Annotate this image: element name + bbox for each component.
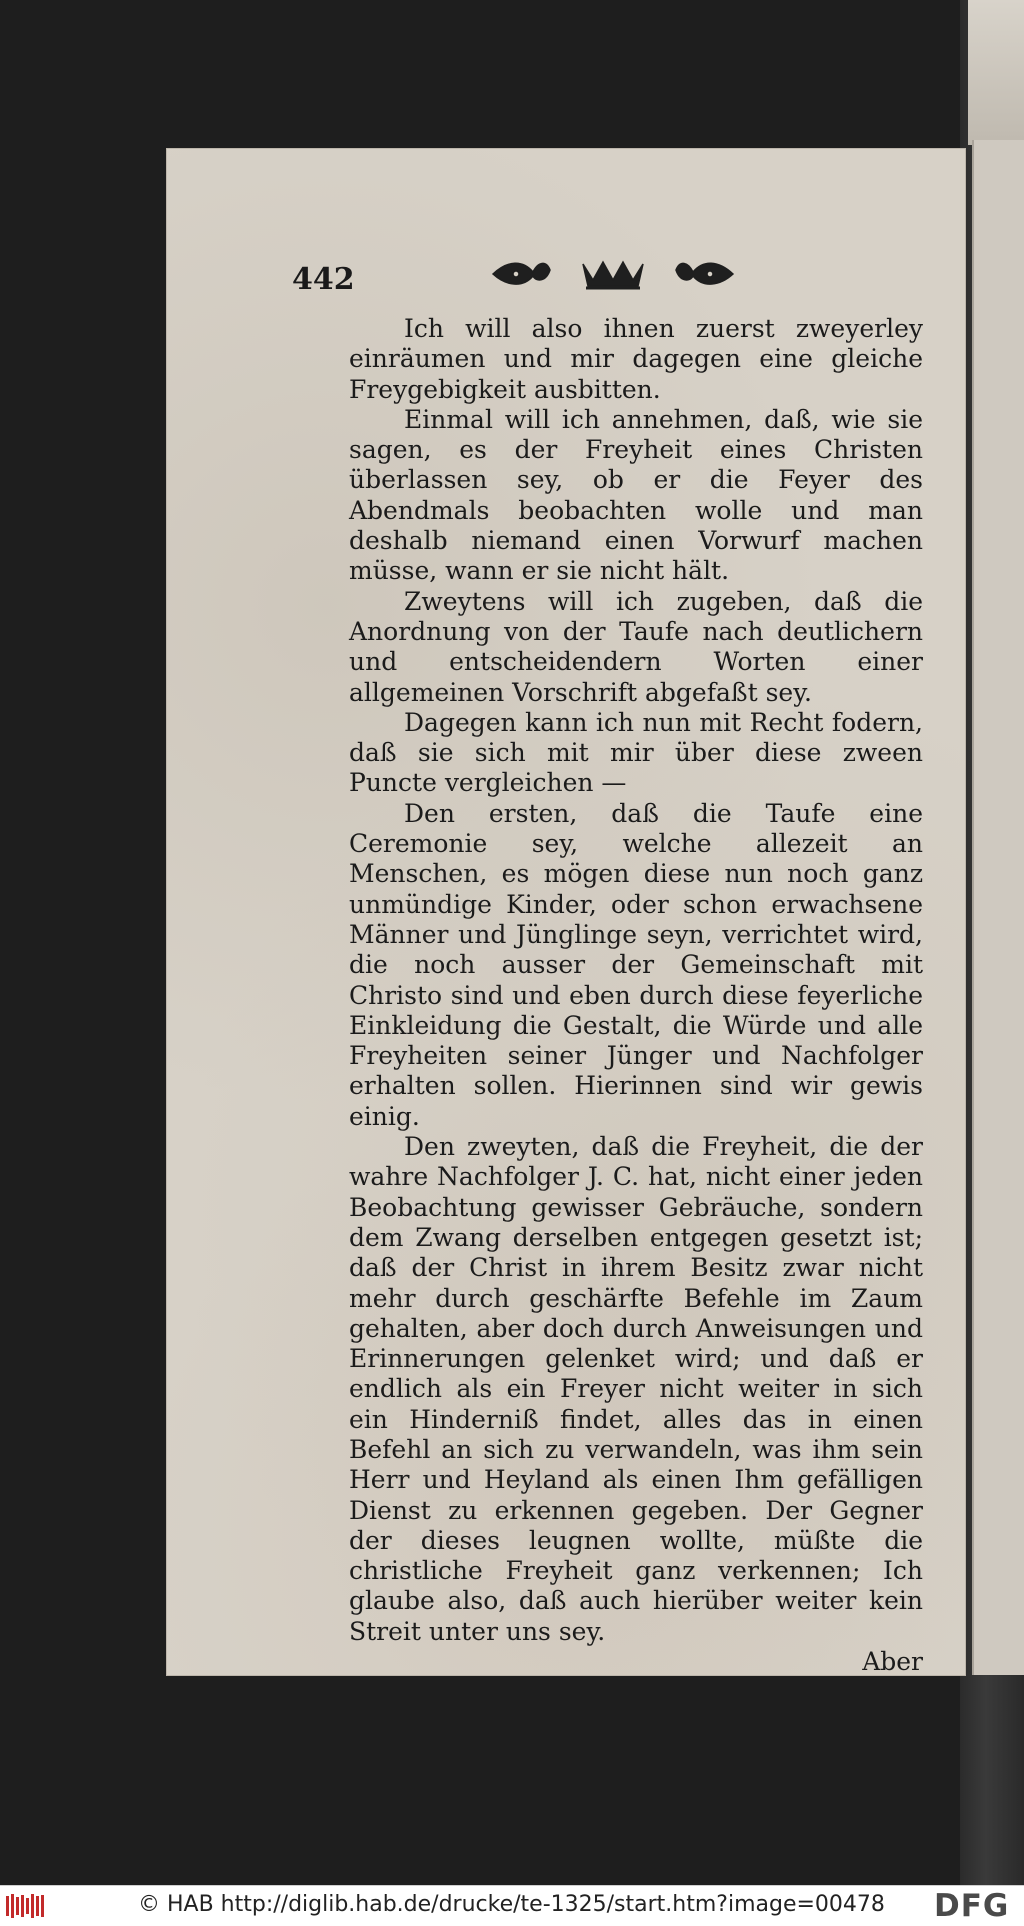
paragraph: Zweytens will ich zugeben, daß die Anordnung von der Taufe nach deutlichern und entscheidendern Worten einer allgemeinen Vorschrift abgefaßt sey.: [349, 586, 923, 707]
library-logo-icon: [4, 1892, 48, 1920]
page-number: 442: [292, 262, 355, 297]
copyright-url[interactable]: © HAB http://diglib.hab.de/drucke/te-1325/start.htm?image=00478: [138, 1892, 885, 1917]
body-text: [349, 314, 923, 1677]
paragraph: Den ersten, daß die Taufe eine Ceremonie sey, welche allezeit an Menschen, es mögen diese nun noch ganz unmündige Kinder, oder schon erwachsene Männer und Jünglinge seyn, verrichtet wird, die noch ausser der Gemeinschaft mit Christo sind und eben durch diese feyerliche Einkleidung die Gestalt, die Würde und alle Freyheiten seiner Jünger und Nachfolger erhalten sollen. Hierinnen sind wir gewis einig.: [349, 798, 923, 1131]
footer-bar: [0, 1885, 1024, 1926]
book-page: [166, 148, 966, 1676]
ornament-icon: [488, 252, 738, 296]
paragraph: Ich will also ihnen zuerst zweyerley einräumen und mir dagegen eine gleiche Freygebigkeit ausbitten.: [349, 314, 923, 404]
next-page-top-sliver: [968, 0, 1024, 145]
paragraph: Den zweyten, daß die Freyheit, die der wahre Nachfolger J. C. hat, nicht einer jeden Beobachtung gewisser Gebräuche, sondern dem Zwang derselben entgegen gesetzt ist; daß der Christ in ihrem Besitz zwar nicht mehr durch geschärfte Befehle im Zaum gehalten, aber doch durch Anweisungen und Erinnerungen gelenket wird; und daß er endlich als ein Freyer nicht weiter in sich ein Hinderniß findet, alles das in einen Befehl an sich zu verwandeln, was ihm sein Herr und Heyland als einen Ihm gefälligen Dienst zu erkennen gegeben. Der Gegner der dieses leugnen wollte, müßte die christliche Freyheit ganz verkennen; Ich glaube also, daß auch hierüber weiter kein Streit unter uns sey.: [349, 1132, 923, 1646]
paragraph: Einmal will ich annehmen, daß, wie sie sagen, es der Freyheit eines Christen überlassen sey, ob er die Feyer des Abendmals beobachten wolle und man deshalb niemand einen Vorwurf machen müsse, wann er sie nicht hält.: [349, 404, 923, 586]
catchword: Aber: [862, 1647, 923, 1677]
paragraph: Dagegen kann ich nun mit Recht fodern, daß sie sich mit mir über diese zween Puncte vergleichen —: [349, 707, 923, 798]
dfg-logo: DFG: [934, 1888, 1010, 1924]
next-page-sliver: [972, 140, 1024, 1675]
